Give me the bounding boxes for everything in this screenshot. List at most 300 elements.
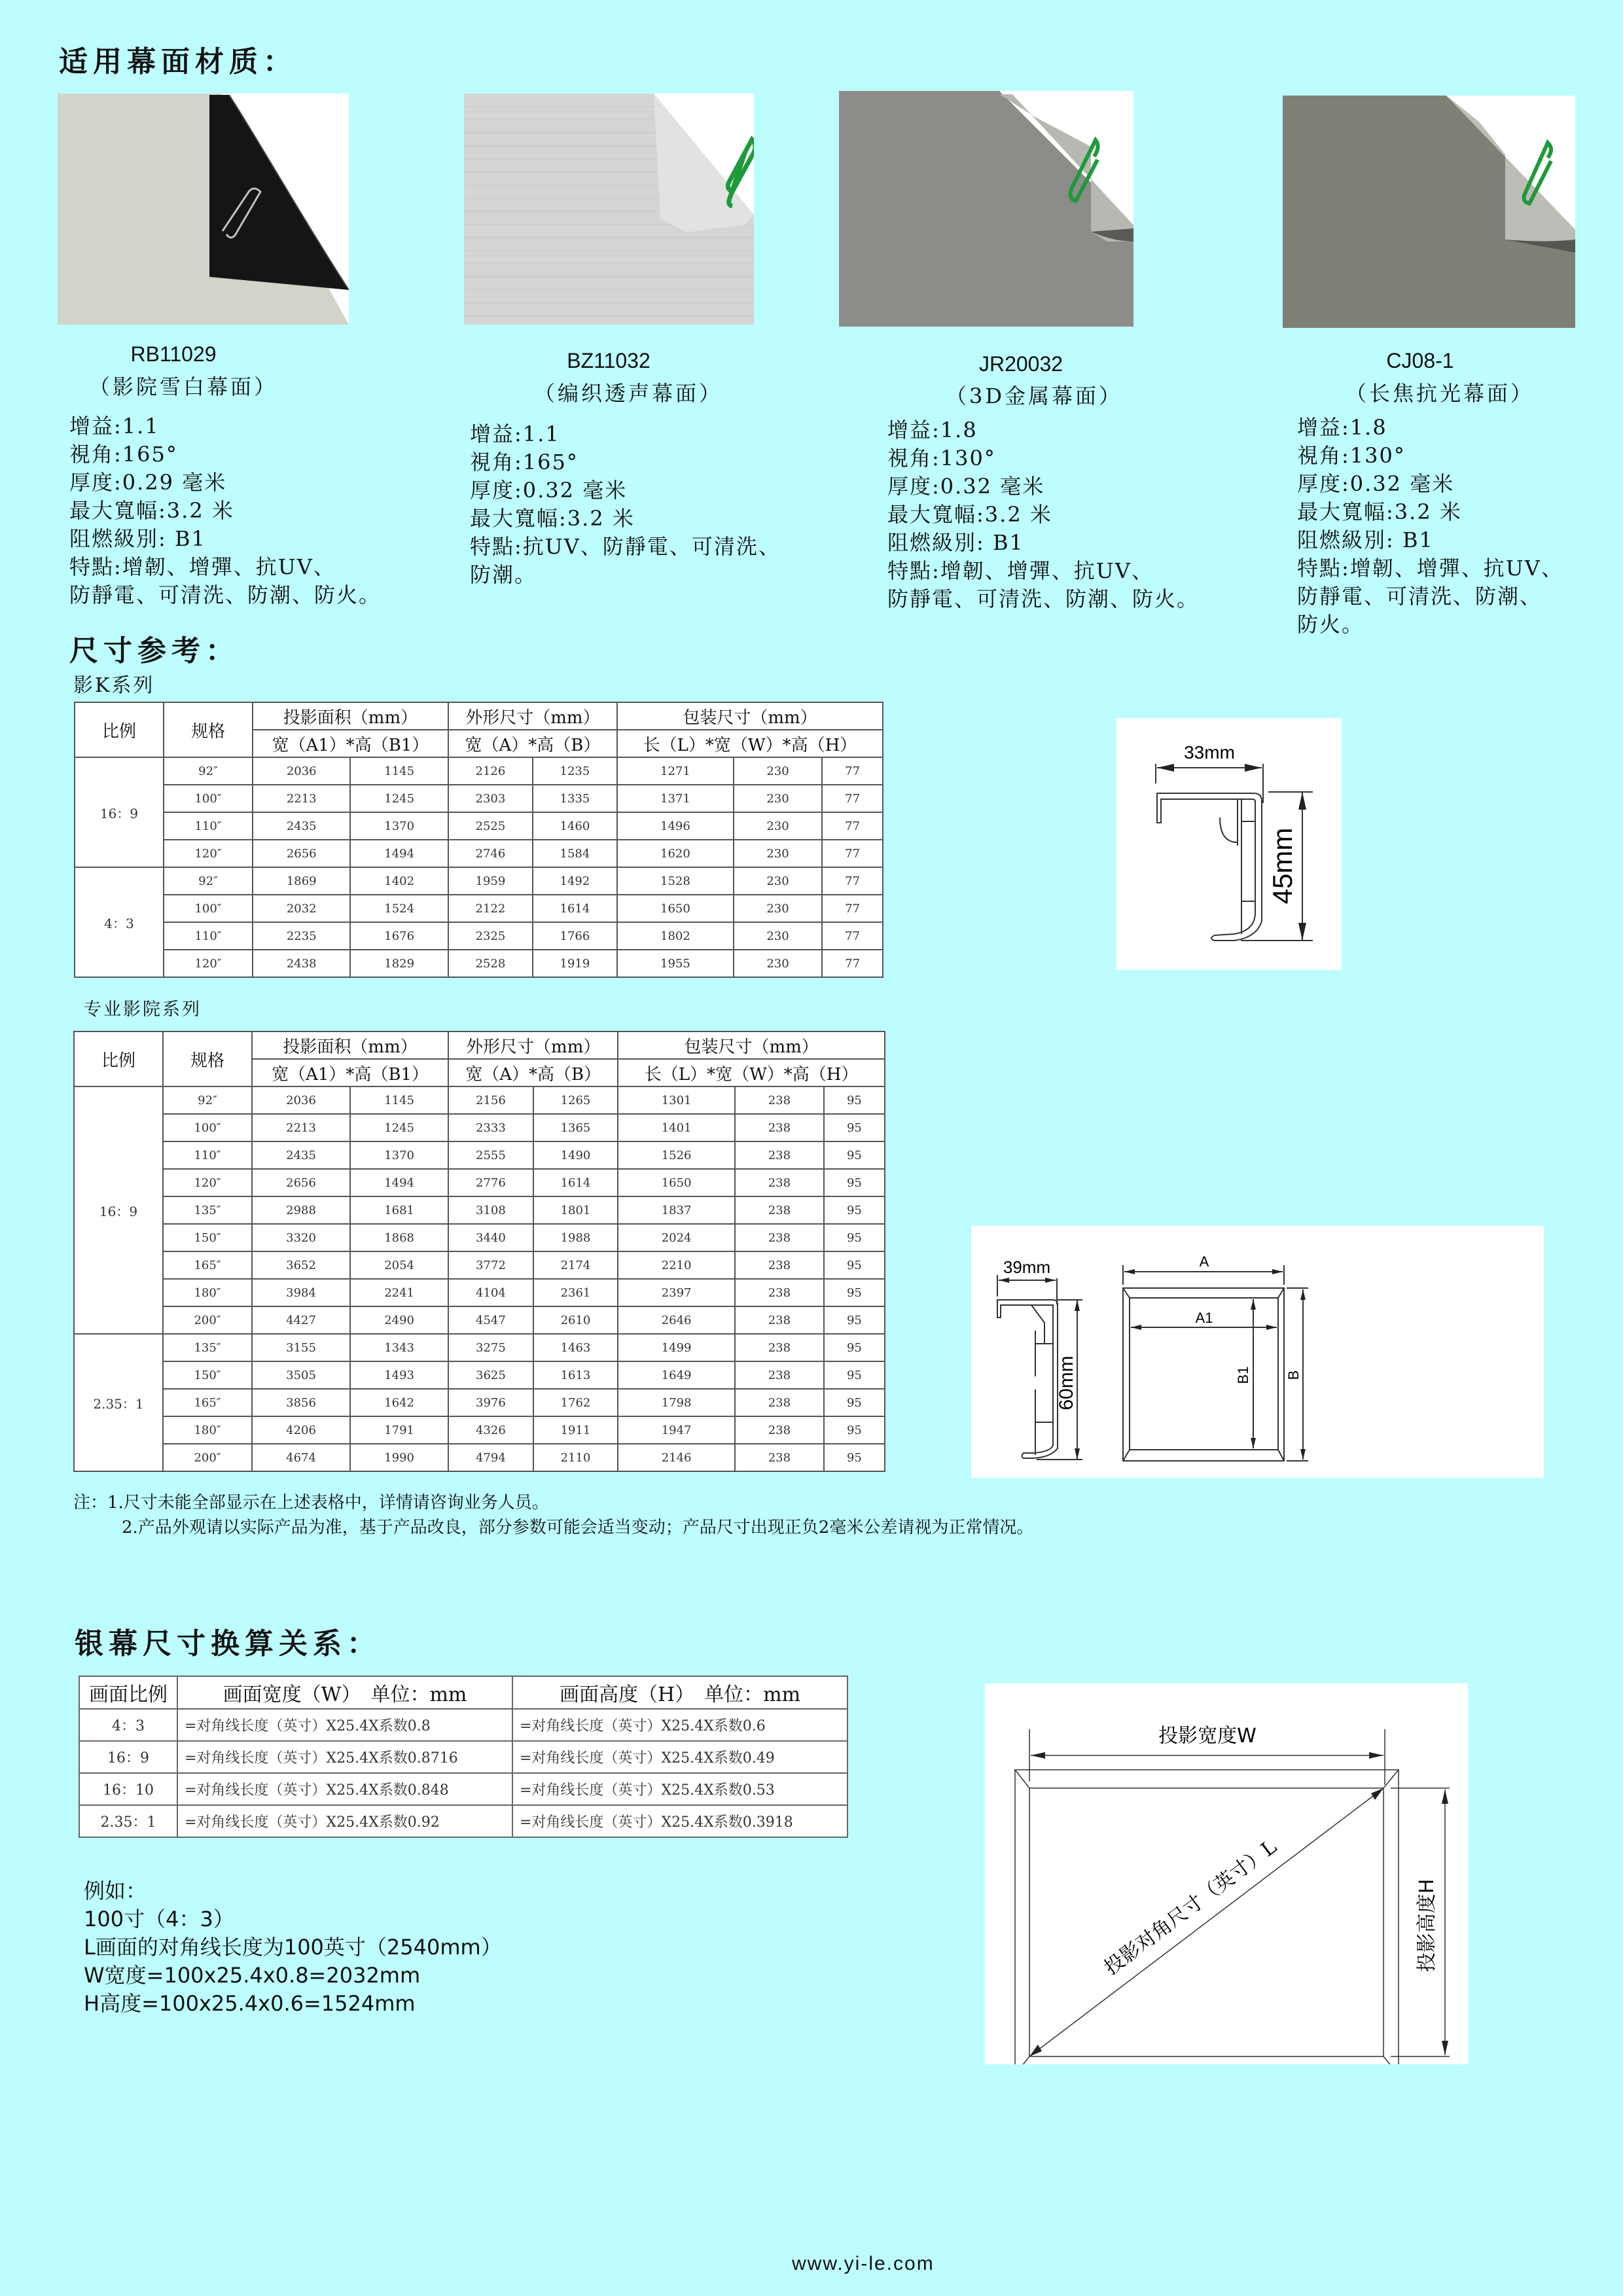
table-row bbox=[74, 1114, 885, 1141]
package-length-cell: 1650 bbox=[618, 1169, 735, 1196]
table-row bbox=[79, 1773, 847, 1805]
package-width-cell: 238 bbox=[735, 1306, 824, 1334]
outer-height-cell: 1265 bbox=[533, 1086, 618, 1114]
example-line: L画面的对角线长度为100英寸（2540mm） bbox=[84, 1935, 502, 1960]
table-row bbox=[74, 1306, 885, 1334]
height-formula: =对角线长度（英寸）X25.4X系数0.3918 bbox=[512, 1805, 847, 1837]
package-height-cell: 95 bbox=[824, 1306, 885, 1334]
header-package-size: 包装尺寸（mm） bbox=[617, 702, 883, 730]
outer-width-cell: 4104 bbox=[448, 1279, 533, 1306]
projection-width-cell: 3320 bbox=[252, 1224, 350, 1251]
outer-width-cell: 4547 bbox=[448, 1306, 533, 1334]
frame-label-a: A bbox=[1199, 1253, 1209, 1270]
size-cell: 110″ bbox=[164, 922, 253, 950]
projection-width-cell: 3984 bbox=[252, 1279, 350, 1306]
package-width-cell: 238 bbox=[735, 1416, 824, 1444]
header-projection-sub: 宽（A1）*高（B1） bbox=[252, 1059, 448, 1086]
outer-height-cell: 2610 bbox=[533, 1306, 618, 1334]
package-width-cell: 238 bbox=[735, 1444, 824, 1471]
projection-height-cell: 1493 bbox=[350, 1361, 448, 1389]
spec-line: 最大寬幅:3.2 米 bbox=[1297, 499, 1462, 524]
projection-width-cell: 2988 bbox=[252, 1196, 350, 1224]
header-spec: 规格 bbox=[163, 1031, 252, 1086]
package-width-cell: 230 bbox=[734, 867, 822, 895]
outer-width-cell: 2528 bbox=[448, 950, 533, 977]
projection-height-cell: 1524 bbox=[350, 895, 448, 922]
size-cell: 100″ bbox=[164, 785, 253, 812]
table-row bbox=[75, 867, 883, 895]
ratio-cell: 16：9 bbox=[75, 757, 164, 867]
spec-line: 增益:1.8 bbox=[1297, 415, 1387, 440]
projection-height-cell: 1245 bbox=[350, 785, 448, 812]
package-width-cell: 230 bbox=[734, 757, 822, 785]
screen-dimension-diagram bbox=[985, 1683, 1468, 2064]
table-row bbox=[75, 922, 883, 950]
spec-line: 防靜電、可清洗、防潮、防火。 bbox=[887, 586, 1200, 611]
outer-height-cell: 1584 bbox=[533, 840, 617, 867]
header-outer-size: 外形尺寸（mm） bbox=[448, 1031, 618, 1059]
size-cell: 135″ bbox=[163, 1196, 252, 1224]
outer-height-cell: 1235 bbox=[533, 757, 617, 785]
projection-width-cell: 2435 bbox=[252, 1141, 350, 1169]
width-formula: =对角线长度（英寸）X25.4X系数0.848 bbox=[177, 1773, 512, 1805]
conversion-table bbox=[79, 1676, 848, 1838]
package-width-cell: 230 bbox=[734, 922, 822, 950]
projection-height-cell: 1343 bbox=[350, 1334, 448, 1361]
header-ratio: 比例 bbox=[75, 702, 164, 757]
outer-width-cell: 3772 bbox=[448, 1251, 533, 1279]
projection-width-cell: 2213 bbox=[253, 785, 350, 812]
spec-line: 最大寬幅:3.2 米 bbox=[69, 498, 234, 523]
package-height-cell: 95 bbox=[824, 1334, 885, 1361]
table-row bbox=[74, 1334, 885, 1361]
projection-width-cell: 4206 bbox=[252, 1416, 350, 1444]
size-cell: 200″ bbox=[163, 1306, 252, 1334]
header-ratio: 比例 bbox=[74, 1031, 163, 1086]
outer-width-cell: 3275 bbox=[448, 1334, 533, 1361]
example-line: 100寸（4：3） bbox=[84, 1907, 234, 1931]
package-width-cell: 230 bbox=[734, 785, 822, 812]
outer-width-cell: 2325 bbox=[448, 922, 533, 950]
package-length-cell: 2146 bbox=[618, 1444, 735, 1471]
outer-width-cell: 2122 bbox=[448, 895, 533, 922]
projection-height-cell: 1494 bbox=[350, 840, 448, 867]
example-line: W宽度=100x25.4x0.8=2032mm bbox=[84, 1963, 421, 1988]
package-length-cell: 1798 bbox=[618, 1389, 735, 1416]
series-k-size-table bbox=[74, 702, 883, 978]
note-2: 2.产品外观请以实际产品为准，基于产品改良，部分参数可能会适当变动；产品尺寸出现正负2毫米公差请视为正常情况。 bbox=[122, 1518, 1034, 1537]
width-formula: =对角线长度（英寸）X25.4X系数0.8716 bbox=[177, 1741, 512, 1773]
table-body bbox=[74, 1086, 885, 1471]
package-height-cell: 95 bbox=[824, 1444, 885, 1471]
table-row bbox=[74, 1086, 885, 1114]
material-code: CJ08-1 bbox=[1386, 349, 1454, 372]
spec-line: 防靜電、可清洗、防潮、 bbox=[1297, 584, 1543, 609]
package-height-cell: 95 bbox=[824, 1224, 885, 1251]
table-row bbox=[74, 1389, 885, 1416]
material-name: （长焦抗光幕面） bbox=[1345, 381, 1534, 406]
outer-width-cell: 2333 bbox=[448, 1114, 533, 1141]
spec-line: 視角:130° bbox=[887, 446, 996, 471]
outer-height-cell: 1766 bbox=[533, 922, 617, 950]
package-width-cell: 238 bbox=[735, 1196, 824, 1224]
spec-line: 特點:增韌、增彈、抗UV、 bbox=[887, 558, 1154, 583]
outer-width-cell: 3625 bbox=[448, 1361, 533, 1389]
package-width-cell: 238 bbox=[735, 1086, 824, 1114]
spec-line: 阻燃級別: B1 bbox=[1297, 528, 1434, 552]
spec-line: 阻燃級別: B1 bbox=[69, 526, 206, 551]
projection-height-cell: 1642 bbox=[350, 1389, 448, 1416]
projection-height-cell: 1868 bbox=[350, 1224, 448, 1251]
aspect-ratio: 2.35：1 bbox=[79, 1805, 177, 1837]
size-cell: 135″ bbox=[163, 1334, 252, 1361]
package-length-cell: 1301 bbox=[618, 1086, 735, 1114]
projection-width-cell: 2036 bbox=[253, 757, 350, 785]
width-formula: =对角线长度（英寸）X25.4X系数0.8 bbox=[177, 1709, 512, 1741]
package-height-cell: 77 bbox=[822, 840, 883, 867]
projection-height-cell: 2490 bbox=[350, 1306, 448, 1334]
size-cell: 200″ bbox=[163, 1444, 252, 1471]
package-width-cell: 238 bbox=[735, 1361, 824, 1389]
table-row bbox=[74, 1416, 885, 1444]
spec-line: 增益:1.1 bbox=[69, 414, 160, 439]
table-row bbox=[79, 1805, 847, 1837]
outer-height-cell: 2361 bbox=[533, 1279, 618, 1306]
outer-height-cell: 1614 bbox=[533, 1169, 618, 1196]
package-height-cell: 95 bbox=[824, 1169, 885, 1196]
spec-line: 阻燃級別: B1 bbox=[887, 530, 1024, 555]
package-width-cell: 230 bbox=[734, 895, 822, 922]
package-length-cell: 1947 bbox=[618, 1416, 735, 1444]
table-row bbox=[79, 1709, 847, 1741]
size-cell: 110″ bbox=[163, 1141, 252, 1169]
projection-height-cell: 1990 bbox=[350, 1444, 448, 1471]
outer-height-cell: 1919 bbox=[533, 950, 617, 977]
package-height-cell: 77 bbox=[822, 812, 883, 840]
ratio-cell: 4：3 bbox=[75, 867, 164, 977]
size-cell: 165″ bbox=[163, 1389, 252, 1416]
height-formula: =对角线长度（英寸）X25.4X系数0.53 bbox=[512, 1773, 847, 1805]
package-length-cell: 2646 bbox=[618, 1306, 735, 1334]
package-length-cell: 1271 bbox=[617, 757, 734, 785]
material-specs bbox=[887, 416, 1199, 613]
outer-width-cell: 3440 bbox=[448, 1224, 533, 1251]
material-name: （影院雪白幕面） bbox=[88, 374, 277, 399]
projection-width-cell: 3505 bbox=[252, 1361, 350, 1389]
projection-width-cell: 4674 bbox=[252, 1444, 350, 1471]
package-height-cell: 95 bbox=[824, 1114, 885, 1141]
spec-line: 防靜電、可清洗、防潮、防火。 bbox=[69, 583, 382, 607]
spec-line: 特點:抗UV、防靜電、可清洗、 bbox=[470, 534, 781, 559]
outer-height-cell: 1490 bbox=[533, 1141, 618, 1169]
spec-line: 視角:165° bbox=[69, 442, 178, 467]
outer-width-cell: 2303 bbox=[448, 785, 533, 812]
spec-line: 厚度:0.29 毫米 bbox=[69, 470, 227, 495]
package-length-cell: 1528 bbox=[617, 867, 734, 895]
outer-height-cell: 2174 bbox=[533, 1251, 618, 1279]
table-row bbox=[74, 1169, 885, 1196]
projection-height-cell: 1676 bbox=[350, 922, 448, 950]
package-height-cell: 95 bbox=[824, 1389, 885, 1416]
spec-line: 厚度:0.32 毫米 bbox=[887, 474, 1045, 499]
height-formula: =对角线长度（英寸）X25.4X系数0.6 bbox=[512, 1709, 847, 1741]
projection-width-cell: 4427 bbox=[252, 1306, 350, 1334]
package-length-cell: 1526 bbox=[618, 1141, 735, 1169]
profile-height-label: 60mm bbox=[1056, 1355, 1077, 1410]
conversion-title: 银幕尺寸换算关系： bbox=[75, 1627, 381, 1660]
table-row bbox=[74, 1361, 885, 1389]
projection-height-cell: 1145 bbox=[350, 1086, 448, 1114]
outer-height-cell: 2110 bbox=[533, 1444, 618, 1471]
frame-profile-diagram-45mm bbox=[1116, 718, 1342, 970]
size-cell: 120″ bbox=[164, 840, 253, 867]
projection-height-cell: 1829 bbox=[350, 950, 448, 977]
package-height-cell: 77 bbox=[822, 922, 883, 950]
outer-height-cell: 1463 bbox=[533, 1334, 618, 1361]
projection-height-cell: 1791 bbox=[350, 1416, 448, 1444]
frame-label-b: B bbox=[1285, 1370, 1302, 1380]
package-width-cell: 238 bbox=[735, 1389, 824, 1416]
size-cell: 150″ bbox=[163, 1361, 252, 1389]
outer-height-cell: 1460 bbox=[533, 812, 617, 840]
material-sample-bz11032 bbox=[464, 94, 754, 325]
projection-width-cell: 2435 bbox=[253, 812, 350, 840]
projection-width-cell: 3652 bbox=[252, 1251, 350, 1279]
material-name: （编织透声幕面） bbox=[533, 381, 722, 406]
package-length-cell: 1650 bbox=[617, 895, 734, 922]
header-aspect-ratio: 画面比例 bbox=[79, 1676, 177, 1709]
outer-width-cell: 2746 bbox=[448, 840, 533, 867]
material-specs bbox=[470, 420, 781, 589]
package-height-cell: 77 bbox=[822, 950, 883, 977]
size-cell: 110″ bbox=[164, 812, 253, 840]
package-width-cell: 230 bbox=[734, 840, 822, 867]
outer-height-cell: 1365 bbox=[533, 1114, 618, 1141]
projection-height-cell: 1370 bbox=[350, 812, 448, 840]
material-sample-rb11029 bbox=[58, 94, 349, 325]
spec-line: 增益:1.1 bbox=[470, 422, 560, 446]
projection-height-cell: 2241 bbox=[350, 1279, 448, 1306]
header-projection-sub: 宽（A1）*高（B1） bbox=[253, 730, 448, 757]
aspect-ratio: 4：3 bbox=[79, 1709, 177, 1741]
header-projection-area: 投影面积（mm） bbox=[252, 1031, 448, 1059]
package-height-cell: 95 bbox=[824, 1086, 885, 1114]
projection-height-cell: 2054 bbox=[350, 1251, 448, 1279]
projection-height-cell: 1494 bbox=[350, 1169, 448, 1196]
package-length-cell: 2024 bbox=[618, 1224, 735, 1251]
projection-width-cell: 2032 bbox=[253, 895, 350, 922]
package-width-cell: 238 bbox=[735, 1334, 824, 1361]
size-cell: 100″ bbox=[164, 895, 253, 922]
outer-width-cell: 3108 bbox=[448, 1196, 533, 1224]
package-height-cell: 95 bbox=[824, 1361, 885, 1389]
package-length-cell: 1620 bbox=[617, 840, 734, 867]
spec-line: 增益:1.8 bbox=[887, 418, 978, 442]
footer-website[interactable]: www.yi-le.com bbox=[792, 2253, 935, 2274]
header-outer-sub: 宽（A）*高（B） bbox=[448, 1059, 618, 1086]
material-code: JR20032 bbox=[978, 352, 1063, 376]
size-cell: 165″ bbox=[163, 1251, 252, 1279]
package-height-cell: 95 bbox=[824, 1196, 885, 1224]
profile-height-label: 45mm bbox=[1267, 827, 1298, 905]
package-width-cell: 238 bbox=[735, 1141, 824, 1169]
material-name: （3D金属幕面） bbox=[945, 384, 1123, 408]
projection-height-cell: 1370 bbox=[350, 1141, 448, 1169]
table-row bbox=[75, 950, 883, 977]
package-length-cell: 1837 bbox=[618, 1196, 735, 1224]
outer-width-cell: 3976 bbox=[448, 1389, 533, 1416]
series-cinema-title: 专业影院系列 bbox=[84, 999, 202, 1020]
size-cell: 100″ bbox=[163, 1114, 252, 1141]
package-width-cell: 238 bbox=[735, 1279, 824, 1306]
width-label: 投影宽度W bbox=[1158, 1725, 1257, 1748]
header-height-formula: 画面高度（H） 单位：mm bbox=[512, 1676, 847, 1709]
projection-width-cell: 2213 bbox=[252, 1114, 350, 1141]
size-reference-title: 尺寸参考： bbox=[69, 634, 240, 668]
table-row bbox=[75, 785, 883, 812]
size-cell: 120″ bbox=[163, 1169, 252, 1196]
table-row bbox=[75, 757, 883, 785]
package-length-cell: 1371 bbox=[617, 785, 734, 812]
projection-width-cell: 2656 bbox=[252, 1169, 350, 1196]
table-row bbox=[74, 1224, 885, 1251]
spec-line: 最大寬幅:3.2 米 bbox=[470, 506, 635, 531]
outer-width-cell: 2555 bbox=[448, 1141, 533, 1169]
aspect-ratio: 16：10 bbox=[79, 1773, 177, 1805]
frame-profile-and-outline-diagram bbox=[971, 1226, 1544, 1478]
package-width-cell: 238 bbox=[735, 1224, 824, 1251]
table-body bbox=[75, 757, 883, 977]
projection-height-cell: 1402 bbox=[350, 867, 448, 895]
frame-label-b1: B1 bbox=[1235, 1366, 1251, 1384]
projection-height-cell: 1145 bbox=[350, 757, 448, 785]
spec-line: 防火。 bbox=[1297, 612, 1364, 637]
size-cell: 120″ bbox=[164, 950, 253, 977]
spec-line: 視角:165° bbox=[470, 450, 579, 475]
spec-line: 最大寬幅:3.2 米 bbox=[887, 502, 1052, 527]
package-length-cell: 1401 bbox=[618, 1114, 735, 1141]
package-height-cell: 77 bbox=[822, 757, 883, 785]
header-package-sub: 长（L）*宽（W）*高（H） bbox=[617, 730, 883, 757]
spec-line: 厚度:0.32 毫米 bbox=[1297, 471, 1455, 496]
header-outer-size: 外形尺寸（mm） bbox=[448, 702, 617, 730]
size-cell: 92″ bbox=[163, 1086, 252, 1114]
package-length-cell: 2210 bbox=[618, 1251, 735, 1279]
table-row bbox=[75, 812, 883, 840]
header-projection-area: 投影面积（mm） bbox=[253, 702, 448, 730]
note-1: 注：1.尺寸未能全部显示在上述表格中，详情请咨询业务人员。 bbox=[73, 1493, 549, 1513]
profile-width-label: 33mm bbox=[1184, 742, 1235, 762]
outer-width-cell: 4794 bbox=[448, 1444, 533, 1471]
projection-width-cell: 2235 bbox=[253, 922, 350, 950]
projection-width-cell: 2438 bbox=[253, 950, 350, 977]
table-row bbox=[74, 1196, 885, 1224]
package-height-cell: 77 bbox=[822, 785, 883, 812]
material-specs bbox=[1297, 414, 1563, 639]
package-width-cell: 238 bbox=[735, 1169, 824, 1196]
outer-height-cell: 1613 bbox=[533, 1361, 618, 1389]
table-row bbox=[75, 895, 883, 922]
outer-height-cell: 1614 bbox=[533, 895, 617, 922]
aspect-ratio: 16：9 bbox=[79, 1741, 177, 1773]
ratio-cell: 2.35：1 bbox=[74, 1334, 163, 1471]
material-specs bbox=[69, 412, 381, 609]
header-package-sub: 长（L）*宽（W）*高（H） bbox=[618, 1059, 885, 1086]
package-length-cell: 2397 bbox=[618, 1279, 735, 1306]
spec-line: 視角:130° bbox=[1297, 443, 1406, 468]
outer-width-cell: 4326 bbox=[448, 1416, 533, 1444]
table-row bbox=[79, 1741, 847, 1773]
frame-label-a1: A1 bbox=[1195, 1310, 1213, 1326]
example-line: H高度=100x25.4x0.6=1524mm bbox=[84, 1991, 416, 2016]
package-length-cell: 1649 bbox=[618, 1361, 735, 1389]
outer-height-cell: 1762 bbox=[533, 1389, 618, 1416]
package-width-cell: 230 bbox=[734, 812, 822, 840]
projection-height-cell: 1245 bbox=[350, 1114, 448, 1141]
package-length-cell: 1802 bbox=[617, 922, 734, 950]
outer-height-cell: 1801 bbox=[533, 1196, 618, 1224]
outer-height-cell: 1988 bbox=[533, 1224, 618, 1251]
package-length-cell: 1955 bbox=[617, 950, 734, 977]
package-height-cell: 77 bbox=[822, 895, 883, 922]
table-row bbox=[74, 1141, 885, 1169]
header-spec: 规格 bbox=[164, 702, 253, 757]
package-width-cell: 238 bbox=[735, 1251, 824, 1279]
example-line: 例如： bbox=[84, 1878, 147, 1903]
projection-width-cell: 3155 bbox=[252, 1334, 350, 1361]
series-cinema-size-table bbox=[73, 1031, 885, 1472]
outer-width-cell: 2156 bbox=[448, 1086, 533, 1114]
outer-width-cell: 2126 bbox=[448, 757, 533, 785]
outer-width-cell: 1959 bbox=[448, 867, 533, 895]
package-length-cell: 1496 bbox=[617, 812, 734, 840]
width-formula: =对角线长度（英寸）X25.4X系数0.92 bbox=[177, 1805, 512, 1837]
projection-width-cell: 3856 bbox=[252, 1389, 350, 1416]
table-row bbox=[74, 1444, 885, 1471]
spec-line: 特點:增韌、增彈、抗UV、 bbox=[69, 554, 336, 579]
size-cell: 180″ bbox=[163, 1279, 252, 1306]
projection-width-cell: 1869 bbox=[253, 867, 350, 895]
size-cell: 92″ bbox=[164, 867, 253, 895]
outer-width-cell: 2525 bbox=[448, 812, 533, 840]
spec-line: 厚度:0.32 毫米 bbox=[470, 478, 628, 503]
table-row bbox=[74, 1251, 885, 1279]
outer-height-cell: 1911 bbox=[533, 1416, 618, 1444]
size-cell: 92″ bbox=[164, 757, 253, 785]
package-height-cell: 95 bbox=[824, 1251, 885, 1279]
outer-width-cell: 2776 bbox=[448, 1169, 533, 1196]
package-height-cell: 95 bbox=[824, 1279, 885, 1306]
ratio-cell: 16：9 bbox=[74, 1086, 163, 1334]
conversion-example bbox=[84, 1877, 502, 2018]
profile-width-label: 39mm bbox=[1003, 1257, 1051, 1277]
package-width-cell: 230 bbox=[734, 950, 822, 977]
size-cell: 180″ bbox=[163, 1416, 252, 1444]
header-outer-sub: 宽（A）*高（B） bbox=[448, 730, 617, 757]
table-row bbox=[75, 840, 883, 867]
header-package-size: 包装尺寸（mm） bbox=[618, 1031, 885, 1059]
spec-line: 防潮。 bbox=[470, 562, 537, 587]
height-label: 投影高度H bbox=[1416, 1878, 1438, 1973]
material-sample-cj08-1 bbox=[1283, 96, 1575, 328]
package-height-cell: 95 bbox=[824, 1141, 885, 1169]
material-code: RB11029 bbox=[130, 342, 217, 366]
spec-line: 特點:增韌、增彈、抗UV、 bbox=[1297, 556, 1563, 581]
projection-height-cell: 1681 bbox=[350, 1196, 448, 1224]
header-width-formula: 画面宽度（W） 单位：mm bbox=[177, 1676, 512, 1709]
package-length-cell: 1499 bbox=[618, 1334, 735, 1361]
outer-height-cell: 1335 bbox=[533, 785, 617, 812]
